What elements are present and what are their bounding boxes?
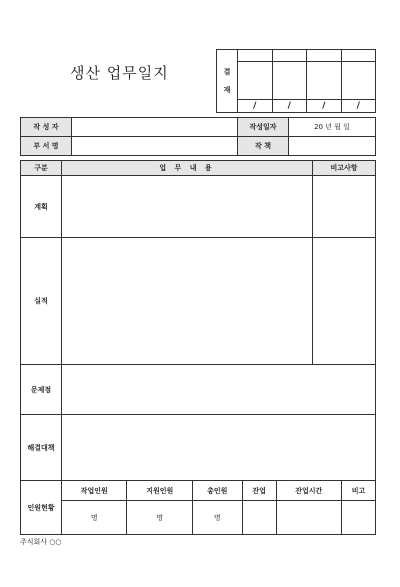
work-table: [20, 160, 376, 481]
dept-label: 부 서 명: [21, 137, 72, 156]
staff-workers-field[interactable]: 명: [62, 501, 127, 535]
approval-title-cell-3[interactable]: [307, 50, 342, 62]
document-title: 생산 업무일지: [70, 64, 169, 82]
approval-title-cell-4[interactable]: [341, 50, 376, 62]
result-remarks-field[interactable]: [313, 238, 376, 365]
staff-remarks-field[interactable]: [342, 501, 376, 535]
author-label: 작 성 자: [21, 118, 72, 137]
staff-header-total: 총인원: [192, 481, 242, 501]
dept-field[interactable]: [72, 137, 238, 156]
result-content-field[interactable]: [62, 238, 313, 365]
approval-date-3[interactable]: /: [307, 100, 342, 113]
plan-remarks-field[interactable]: [313, 176, 376, 238]
approval-title-cell-1[interactable]: [238, 50, 273, 62]
approval-date-1[interactable]: /: [238, 100, 273, 113]
staff-header-overtime-hours: 잔업시간: [276, 481, 341, 501]
date-field[interactable]: 20 년 월 일: [289, 118, 376, 137]
solution-field[interactable]: [62, 415, 376, 481]
approval-table: [216, 49, 376, 113]
category-header: 구분: [21, 161, 62, 176]
staff-total-field[interactable]: 명: [192, 501, 242, 535]
staff-header-workers: 작업인원: [62, 481, 127, 501]
author-field[interactable]: [72, 118, 238, 137]
content-header: 업 무 내 용: [62, 161, 313, 176]
plan-content-field[interactable]: [62, 176, 313, 238]
approval-date-4[interactable]: /: [341, 100, 376, 113]
staff-row-label: 인원현황: [21, 481, 62, 535]
approval-sign-cell-4[interactable]: [341, 62, 376, 100]
approval-sign-cell-3[interactable]: [307, 62, 342, 100]
approval-date-2[interactable]: /: [272, 100, 307, 113]
approval-label: 결 재: [217, 50, 238, 113]
staff-header-support: 지원인원: [127, 481, 192, 501]
approval-sign-cell-1[interactable]: [238, 62, 273, 100]
date-label: 작성일자: [238, 118, 289, 137]
row-label-problem: 문제점: [21, 365, 62, 415]
info-table: [20, 117, 376, 156]
approval-title-cell-2[interactable]: [272, 50, 307, 62]
approval-sign-cell-2[interactable]: [272, 62, 307, 100]
staff-table: [20, 480, 376, 535]
company-footer: 주식회사 ○○: [20, 538, 62, 546]
resp-field[interactable]: [289, 137, 376, 156]
staff-overtime-field[interactable]: [242, 501, 276, 535]
row-label-result: 실적: [21, 238, 62, 365]
remarks-header: 비고사항: [313, 161, 376, 176]
row-label-plan: 계획: [21, 176, 62, 238]
staff-overtime-hours-field[interactable]: [276, 501, 341, 535]
staff-header-overtime: 잔업: [242, 481, 276, 501]
resp-label: 작 책: [238, 137, 289, 156]
staff-header-remarks: 비고: [342, 481, 376, 501]
row-label-solution: 해결대책: [21, 415, 62, 481]
problem-field[interactable]: [62, 365, 376, 415]
staff-support-field[interactable]: 명: [127, 501, 192, 535]
